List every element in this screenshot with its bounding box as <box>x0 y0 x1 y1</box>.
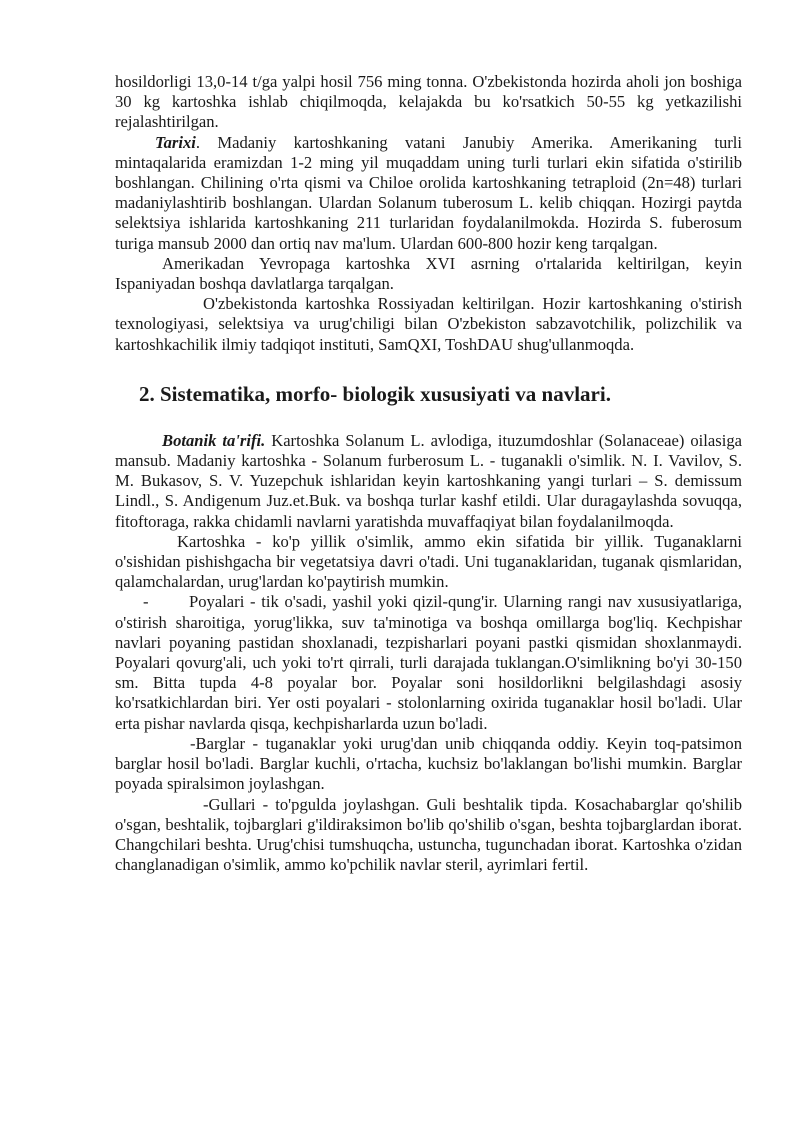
paragraph-history <box>115 133 742 254</box>
paragraph-stems <box>115 592 742 733</box>
paragraph-botanical <box>115 431 742 532</box>
paragraph-europe: Amerikadan Yevropaga kartoshka XVI asrning o'rtalarida keltirilgan, keyin Ispaniyadan boshqa davlatlarga tarqalgan. <box>115 253 742 294</box>
term-botanical: Botanik ta'rifi. <box>162 430 266 450</box>
paragraph-perennial: Kartoshka - ko'p yillik o'simlik, ammo ekin sifatida bir yillik. Tuganaklarni o'sishidan pishishgacha bir vegetatsiya davri o'tadi. Uni tuganaklaridan, tuganak qismlaridan, qalamchalardan, urug'lardan ko'paytirish mumkin. <box>115 531 742 592</box>
paragraph-stems-body: Poyalari - tik o'sadi, yashil yoki qizil-qung'ir. Ularning rangi nav xususiyatlariga, o'stirish sharoitiga, yorug'likka, suv ta'minotiga va boshqa omillarga bog'liq. Kechpishar navlari poyaning pastidan shoxlanadi, tezpisharlari poyani pastki qismidan shoxlanmaydi. Poyalari qovurg'ali, uch yoki to'rt qirrali, turli darajada tuklangan.O'simlikning bo'yi 30-150 sm. Bitta tupda 4-8 poyalar bor. Poyalar soni hosildorlikni belgilashdagi asosiy ko'rsatkichlardan biri. Yer osti poyalari - stolonlarning oxirida tuganaklar hosil bo'ladi. Ular erta pishar navlarda qisqa, kechpisharlarda uzun bo'ladi. <box>115 592 742 733</box>
paragraph-leaves: -Barglar - tuganaklar yoki urug'dan unib chiqqanda oddiy. Keyin toq-patsimon barglar hosil bo'ladi. Barglar kuchli, o'rtacha, kuchsiz bo'laklangan bo'lishi mumkin. Barglar poyada spiralsimon joylashgan. <box>115 733 742 794</box>
paragraph-history-body: . Madaniy kartoshkaning vatani Janubiy Amerika. Amerikaning turli mintaqalarida eramizdan 1-2 ming yil muqaddam uning turli turlari ekin sifatida o'stirilib boshlangan. Chilining o'rta qismi va Chiloe orolida kartoshkaning tetraploid (2n=48) turlari madaniylashtirib boshlangan. Ulardan Solanum tuberosum L. kelib chiqqan. Hozirgi paytda selektsiya ishlarida kartoshkaning 211 turlaridan foydalanilmokda. Hozirda S. fuberosum turiga mansub 2000 dan ortiq nav ma'lum. Ulardan 600-800 hozir keng tarqalgan. <box>115 132 742 253</box>
paragraph-uzbekistan: O'zbekistonda kartoshka Rossiyadan keltirilgan. Hozir kartoshkaning o'stirish texnologiyasi, selektsiya va urug'chiligi bilan O'zbekiston sabzavotchilik, polizchilik va kartoshkachilik ilmiy tadqiqot instituti, SamQXI, ToshDAU shug'ullanmoqda. <box>115 294 742 354</box>
term-history: Tarixi <box>155 132 196 152</box>
section-heading: 2. Sistematika, morfo- biologik xususiyati va navlari. <box>139 381 611 406</box>
paragraph-botanical-body: Kartoshka Solanum L. avlodiga, ituzumdoshlar (Solanaceae) oilasiga mansub. Madaniy kartoshka - Solanum furberosum L. - tuganakli o'simlik. N. I. Vavilov, S. M. Bukasov, S. V. Yuzepchuk ishlaridan keyin kartoshkaning yangi turlari – S. demissum Lindl., S. Andigenum Juz.et.Buk. va boshqa turlar kashf etildi. Ular duragaylashda sovuqqa, fitoftoraga, rakka chidamli navlarni yaratishda muvaffaqiyat bilan foydalanilmoqda. <box>115 430 742 531</box>
paragraph-flowers: -Gullari - to'pgulda joylashgan. Guli beshtalik tipda. Kosachabarglar qo'shilib o'sgan, beshtalik, tojbarglari g'ildiraksimon bo'lib qo'shilib o'sgan, beshta tojbarglardan iborat. Changchilari beshta. Urug'chisi tumshuqcha, ustuncha, tugunchadan iborat. Kartoshka o'zidan changlanadigan o'simlik, ammo ko'pchilik navlar steril, ayrimlari fertil. <box>115 794 742 875</box>
list-dash: - <box>143 592 149 612</box>
paragraph-yield: hosildorligi 13,0-14 t/ga yalpi hosil 756 ming tonna. O'zbekistonda hozirda aholi jon boshiga 30 kg kartoshka ishlab chiqilmoqda, kelajakda bu ko'rsatkich 50-55 kg yetkazilishi rejalashtirilgan. <box>115 72 742 132</box>
